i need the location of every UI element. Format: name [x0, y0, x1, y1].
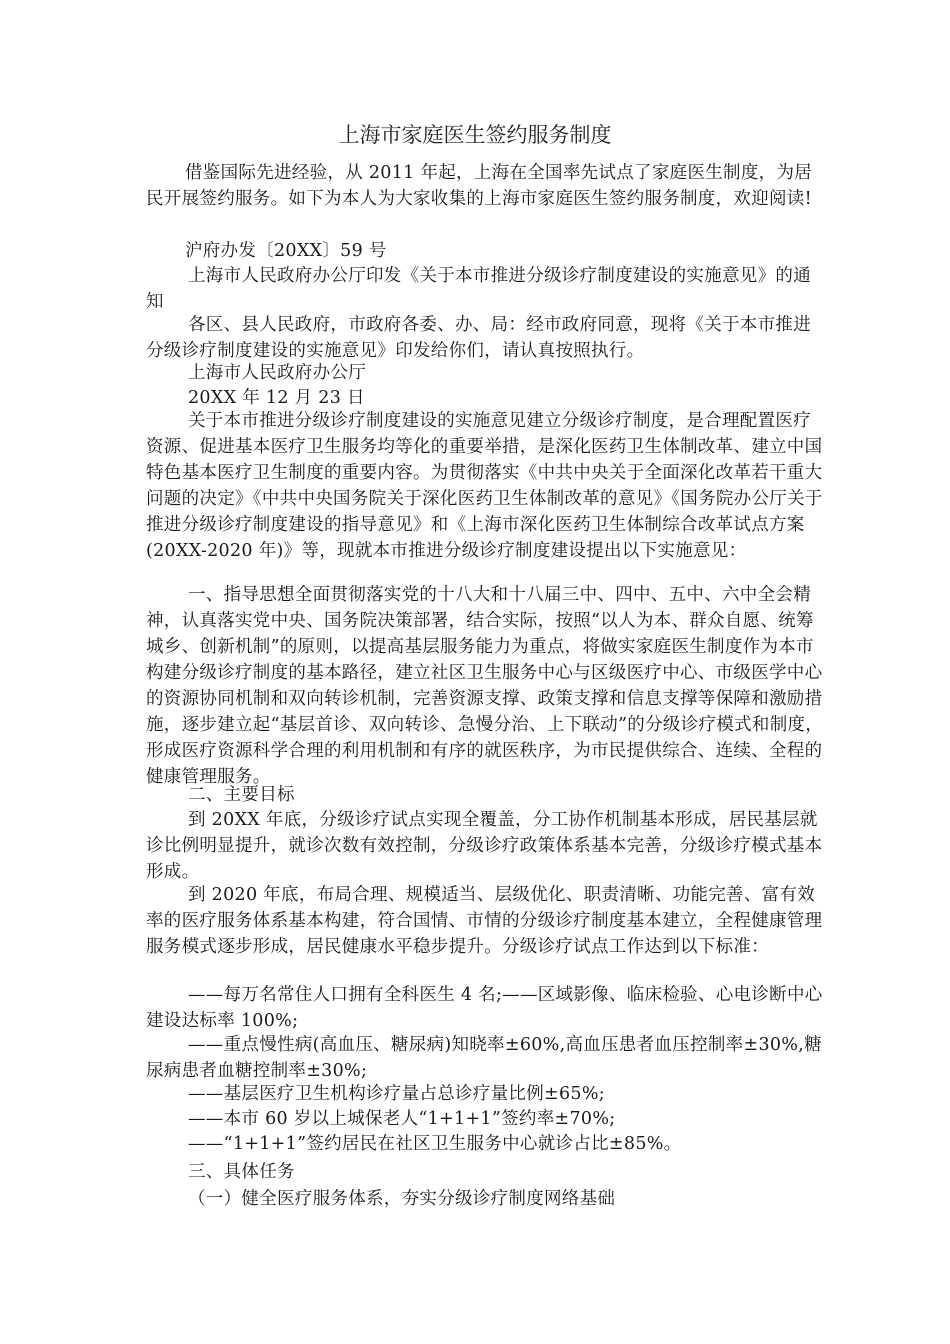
standard-item-4: ——本市 60 岁以上城保老人“1+1+1”签约率±70%; — [188, 1109, 616, 1129]
goal-20xx-paragraph: 到 20XX 年底，分级诊疗试点实现全覆盖，分工协作机制基本形成，居民基层就诊比例明显提升，就诊次数有效控制，分级诊疗政策体系基本完善，分级诊疗模式基本形成。 — [146, 810, 823, 882]
notice-body: 各区、县人民政府，市政府各委、办、局：经市政府同意，现将《关于本市推进分级诊疗制度建设的实施意见》印发给你们，请认真按照执行。 — [146, 315, 811, 361]
issue-date: 20XX 年 12 月 23 日 — [188, 388, 365, 408]
standard-item-3: ——基层医疗卫生机构诊疗量占总诊疗量比例±65%; — [188, 1084, 605, 1104]
opinion-preamble: 关于本市推进分级诊疗制度建设的实施意见建立分级诊疗制度，是合理配置医疗资源、促进基本医疗卫生服务均等化的重要举措，是深化医药卫生体制改革、建立中国特色基本医疗卫生制度的重要内容。为贯彻落实《中共中央关于全面深化改革若干重大问题的决定》《中共中央国务院关于深化医药卫生体制改革的意见》《国务院办公厅关于推进分级诊疗制度建设的指导意见》和《上海市深化医药卫生体制综合改革试点方案(20XX-2020 年)》等，现就本市推进分级诊疗制度建设提出以下实施意见： — [146, 411, 823, 561]
document-title: 上海市家庭医生签约服务制度 — [338, 123, 612, 147]
subsection-1-heading: （一）健全医疗服务体系，夯实分级诊疗制度网络基础 — [188, 1189, 616, 1209]
section-3-heading: 三、具体任务 — [188, 1162, 295, 1182]
standard-item-1: ——每万名常住人口拥有全科医生 4 名;——区域影像、临床检验、心电诊断中心建设达标率 100%; — [146, 985, 823, 1031]
issuer-name: 上海市人民政府办公厅 — [188, 363, 366, 383]
goal-2020-paragraph: 到 2020 年底，布局合理、规模适当、层级优化、职责清晰、功能完善、富有效率的医疗服务体系基本构建，符合国情、市情的分级诊疗制度基本建立，全程健康管理服务模式逐步形成，居民健康水平稳步提升。分级诊疗试点工作达到以下标准： — [146, 885, 823, 957]
intro-paragraph: 借鉴国际先进经验，从 2011 年起，上海在全国率先试点了家庭医生制度，为居民开展签约服务。如下为本人为大家收集的上海市家庭医生签约服务制度，欢迎阅读! — [146, 163, 813, 209]
section-2-heading: 二、主要目标 — [188, 785, 295, 805]
standard-item-5: ——“1+1+1”签约居民在社区卫生服务中心就诊占比±85%。 — [188, 1134, 682, 1154]
section-1-guiding-ideology: 一、指导思想全面贯彻落实党的十八大和十八届三中、四中、五中、六中全会精神，认真落实党中央、国务院决策部署，结合实际，按照“以人为本、群众自愿、统筹城乡、创新机制”的原则，以提高基层服务能力为重点，将做实家庭医生制度作为本市构建分级诊疗制度的基本路径，建立社区卫生服务中心与区级医疗中心、市级医学中心的资源协同机制和双向转诊机制，完善资源支撑、政策支撑和信息支撑等保障和激励措施，逐步建立起“基层首诊、双向转诊、急慢分治、上下联动”的分级诊疗模式和制度，形成医疗资源科学合理的利用机制和有序的就医秩序，为市民提供综合、连续、全程的健康管理服务。 — [146, 585, 824, 787]
document-number: 沪府办发〔20XX〕59 号 — [185, 241, 387, 261]
standard-item-2: ——重点慢性病(高血压、糖尿病)知晓率±60%,高血压患者血压控制率±30%,糖尿病患者血糖控制率±30%; — [146, 1035, 822, 1081]
notice-title: 上海市人民政府办公厅印发《关于本市推进分级诊疗制度建设的实施意见》的通知 — [146, 266, 811, 312]
